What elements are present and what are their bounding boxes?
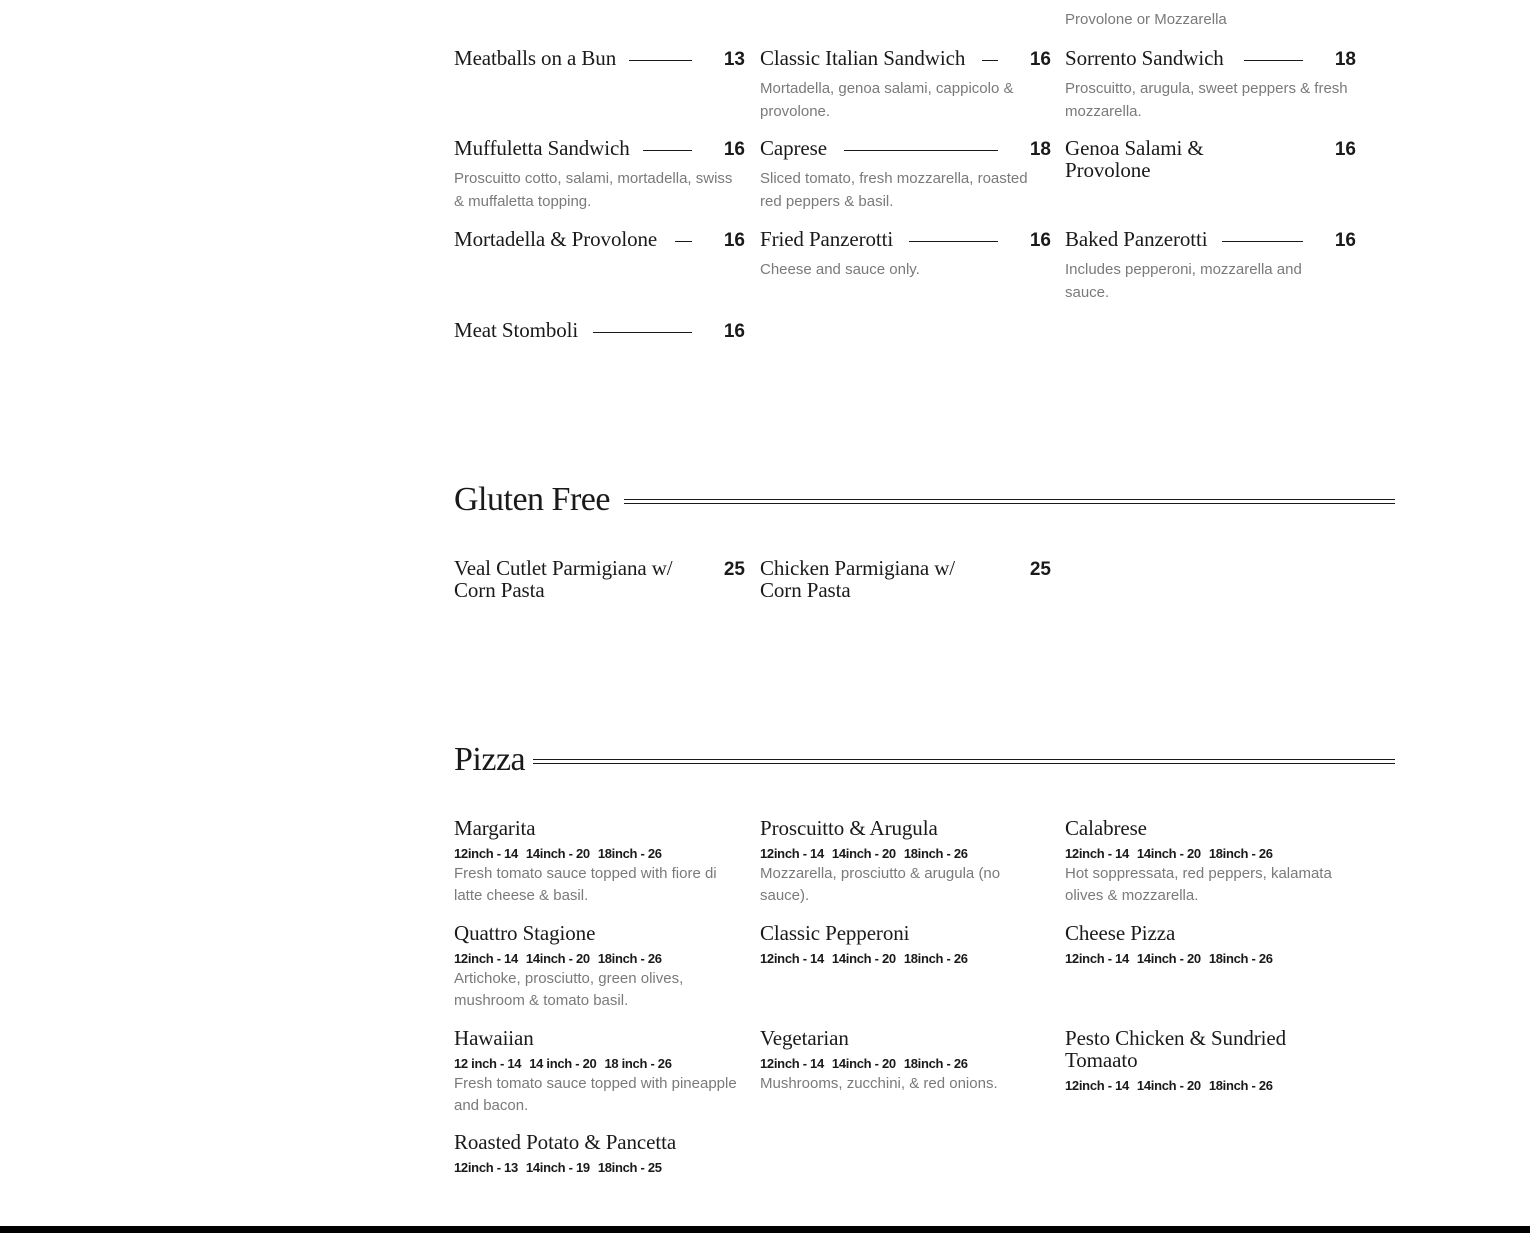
pizza-sizes	[454, 1056, 749, 1072]
item-description: Mortadella, genoa salami, cappicolo & provolone.	[760, 80, 1014, 120]
size-price: 18inch - 26	[1208, 951, 1273, 966]
pizza-name: Roasted Potato & Pancetta	[454, 1130, 677, 1154]
leader-line	[909, 241, 998, 242]
item-price: 16	[1334, 230, 1356, 251]
pizza-item	[1065, 817, 1360, 907]
size-price: 12 inch - 14	[454, 1056, 522, 1071]
section-rule	[624, 499, 1395, 504]
size-price: 14inch - 20	[525, 951, 590, 966]
item-price: 25	[1029, 559, 1051, 580]
menu-item	[760, 228, 1051, 281]
size-price: 12inch - 14	[1065, 846, 1129, 861]
size-price: 18inch - 26	[903, 951, 968, 966]
item-description: Proscuitto cotto, salami, mortadella, swiss & muffaletta topping.	[454, 170, 733, 210]
size-price: 12inch - 14	[1065, 1078, 1129, 1093]
pizza-name: Calabrese	[1065, 816, 1147, 840]
item-name: Caprese	[760, 136, 827, 160]
leader-line	[982, 60, 998, 61]
pizza-item	[760, 922, 1055, 967]
menu-item	[454, 228, 745, 252]
footer-bar	[0, 1226, 1530, 1233]
size-price: 12inch - 14	[760, 846, 824, 861]
menu-item	[760, 47, 1051, 123]
item-name: Mortadella & Provolone	[454, 227, 658, 251]
item-name: Sorrento Sandwich	[1065, 46, 1224, 70]
pizza-name: Classic Pepperoni	[760, 921, 910, 945]
item-description: Sliced tomato, fresh mozzarella, roasted red peppers & basil.	[760, 170, 1028, 210]
item-price: 16	[723, 230, 745, 251]
menu-item	[454, 319, 745, 343]
pizza-description: Mozzarella, prosciutto & arugula (no sauce).	[760, 865, 1001, 904]
size-price: 18inch - 26	[903, 846, 968, 861]
item-price: 16	[723, 321, 745, 342]
item-description: Includes pepperoni, mozzarella and sauce.	[1065, 261, 1302, 301]
section-header-gluten-free	[454, 482, 1395, 522]
pizza-item	[454, 1131, 749, 1176]
menu-item	[1065, 136, 1356, 182]
menu-item	[1065, 228, 1356, 304]
size-price: 14inch - 20	[831, 951, 896, 966]
pizza-description: Hot soppressata, red peppers, kalamata olives & mozzarella.	[1065, 865, 1332, 904]
leader-line	[629, 60, 692, 61]
item-price: 16	[1334, 139, 1356, 160]
pizza-item	[1065, 1027, 1360, 1094]
size-price: 14inch - 20	[831, 846, 896, 861]
size-price: 14inch - 20	[831, 1056, 896, 1071]
menu-item	[760, 137, 1051, 213]
size-price: 18 inch - 26	[604, 1056, 672, 1071]
item-price: 16	[1029, 230, 1051, 251]
pizza-sizes	[760, 951, 1055, 967]
pizza-sizes	[454, 846, 749, 862]
pizza-name: Cheese Pizza	[1065, 921, 1176, 945]
pizza-sizes	[760, 846, 1055, 862]
size-price: 18inch - 26	[597, 951, 662, 966]
item-price: 16	[1029, 49, 1051, 70]
item-description: Proscuitto, arugula, sweet peppers & fresh mozzarella.	[1065, 80, 1348, 120]
leader-line	[1222, 241, 1303, 242]
size-price: 14inch - 20	[1136, 951, 1201, 966]
menu-item	[454, 47, 745, 71]
pizza-item	[454, 922, 749, 1012]
size-price: 12inch - 14	[1065, 951, 1129, 966]
size-price: 12inch - 14	[760, 951, 824, 966]
item-description: Provolone or Mozzarella	[1065, 11, 1227, 28]
item-name: Baked Panzerotti	[1065, 227, 1208, 251]
item-name: Classic Italian Sandwich	[760, 46, 966, 70]
pizza-description: Artichoke, prosciutto, green olives, mushroom & tomato basil.	[454, 970, 684, 1009]
leader-line	[593, 332, 692, 333]
size-price: 12inch - 14	[454, 846, 518, 861]
item-price: 18	[1334, 49, 1356, 70]
size-price: 18inch - 26	[1208, 846, 1273, 861]
item-name: Muffuletta Sandwich	[454, 136, 630, 160]
menu-item	[1065, 47, 1356, 123]
size-price: 14 inch - 20	[529, 1056, 597, 1071]
pizza-name: Hawaiian	[454, 1026, 534, 1050]
size-price: 14inch - 20	[525, 846, 590, 861]
item-name: Meatballs on a Bun	[454, 46, 617, 70]
size-price: 12inch - 13	[454, 1160, 518, 1175]
item-name: Veal Cutlet Parmigiana w/ Corn Pasta	[454, 556, 673, 602]
pizza-item	[760, 1027, 1055, 1095]
size-price: 14inch - 19	[525, 1160, 590, 1175]
size-price: 14inch - 20	[1136, 1078, 1201, 1093]
item-name: Meat Stomboli	[454, 318, 579, 342]
leader-line	[675, 241, 692, 242]
item-name: Chicken Parmigiana w/ Corn Pasta	[760, 556, 956, 602]
size-price: 18inch - 25	[597, 1160, 662, 1175]
item-description: Cheese and sauce only.	[760, 261, 920, 278]
menu-item	[454, 556, 745, 602]
pizza-sizes	[454, 1160, 749, 1176]
leader-line	[643, 150, 692, 151]
section-title: Gluten Free	[454, 482, 618, 518]
pizza-name: Quattro Stagione	[454, 921, 596, 945]
pizza-description: Fresh tomato sauce topped with pineapple and bacon.	[454, 1075, 737, 1114]
size-price: 18inch - 26	[1208, 1078, 1273, 1093]
item-price: 13	[723, 49, 745, 70]
size-price: 18inch - 26	[903, 1056, 968, 1071]
menu-item	[454, 137, 745, 213]
pizza-item	[1065, 922, 1360, 967]
item-price: 16	[723, 139, 745, 160]
pizza-description: Mushrooms, zucchini, & red onions.	[760, 1075, 998, 1092]
pizza-sizes	[1065, 846, 1360, 862]
pizza-name: Vegetarian	[760, 1026, 849, 1050]
pizza-item	[760, 817, 1055, 907]
pizza-sizes	[1065, 951, 1360, 967]
pizza-description: Fresh tomato sauce topped with fiore di latte cheese & basil.	[454, 865, 717, 904]
pizza-sizes	[1065, 1078, 1360, 1094]
section-rule	[530, 759, 1395, 764]
section-title: Pizza	[454, 742, 533, 778]
item-price: 18	[1029, 139, 1051, 160]
leader-line	[844, 150, 998, 151]
pizza-item	[454, 1027, 749, 1117]
pizza-sizes	[454, 951, 749, 967]
pizza-name: Proscuitto & Arugula	[760, 816, 938, 840]
pizza-name: Pesto Chicken & Sundried Tomaato	[1065, 1026, 1287, 1072]
pizza-item	[454, 817, 749, 907]
pizza-name: Margarita	[454, 816, 536, 840]
item-name: Fried Panzerotti	[760, 227, 894, 251]
menu-item	[760, 556, 1051, 602]
size-price: 18inch - 26	[597, 846, 662, 861]
leader-line	[1244, 60, 1303, 61]
section-header-pizza	[454, 742, 1395, 782]
item-name: Genoa Salami & Provolone	[1065, 136, 1204, 182]
size-price: 14inch - 20	[1136, 846, 1201, 861]
pizza-sizes	[760, 1056, 1055, 1072]
size-price: 12inch - 14	[760, 1056, 824, 1071]
item-price: 25	[723, 559, 745, 580]
size-price: 12inch - 14	[454, 951, 518, 966]
